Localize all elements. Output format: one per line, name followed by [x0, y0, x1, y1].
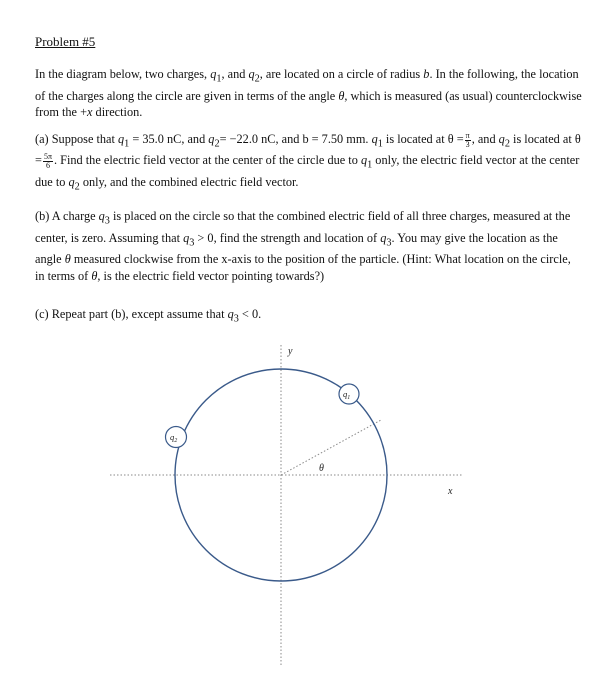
- charge-q1-label: $q_1$: [343, 389, 351, 401]
- fraction-5pi-over-6: $\frac{5\pi}{6}$: [43, 152, 52, 171]
- charge-q2-marker: [166, 427, 187, 448]
- y-axis-label: y: [288, 346, 293, 357]
- radius-line: [281, 420, 381, 475]
- part-a-paragraph: (a) Suppose that $q_1 = 35.0$ nC, and $q_2= -22.0$ nC, and b = 7.50 mm. $q_1$ is located at θ = $\frac{\pi}{3}$ , and $q_2$ is located at θ = $\frac{5\pi}{6}$ . Find the electric field vector at the center of the circle due to $q_1$ only, the electric field vector at the center due to $q_2$ only, and the combined electric field vector.: [35, 130, 581, 193]
- part-c-paragraph: (c) Repeat part (b), except assume that $q_3 < 0$.: [35, 307, 262, 325]
- charge-q1-marker: [339, 384, 359, 404]
- part-b-paragraph: (b) A charge $q_3$ is placed on the circle so that the combined electric field of all three charges, measured at the center, is zero. Assuming that $q_3 > 0$, find the strength and location of $q_3$. You may give the location as the angle θ measured clockwise from the x-axis to the position of the particle. (Hint: What location on the circle, in terms of θ, is the electric field vector pointing towards?): [35, 209, 571, 283]
- fraction-pi-over-3: $\frac{\pi}{3}$: [465, 130, 470, 149]
- charge-q2-label: $q_2$: [170, 432, 178, 444]
- theta-label: θ: [319, 463, 324, 474]
- x-axis-label: x: [448, 486, 453, 497]
- intro-paragraph: In the diagram below, two charges, $q_1$, and $q_2$, are located on a circle of radius b. In the following, the location of the charges along the circle are given in terms of the angle θ, which is measured (as usual) counterclockwise from the +x direction.: [35, 67, 582, 119]
- problem-title: Problem #5: [35, 34, 96, 49]
